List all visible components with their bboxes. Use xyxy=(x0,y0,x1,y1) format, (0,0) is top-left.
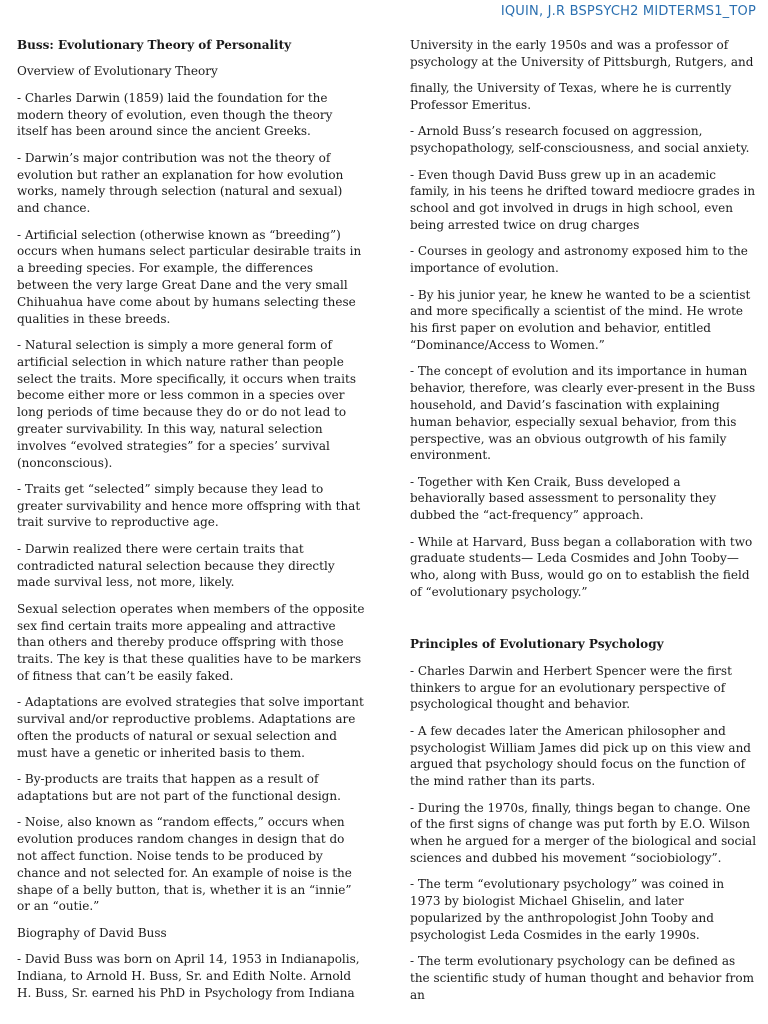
paragraph: - Even though David Buss grew up in an academic family, in his teens he drifted toward mediocre grades in school and got involved in drugs in high school, even being arrested twice on drug charges xyxy=(410,167,756,232)
document-title: Buss: Evolutionary Theory of Personality xyxy=(17,38,292,52)
paragraph: - David Buss was born on April 14, 1953 in Indianapolis, Indiana, to Arnold H. Buss, Sr. and Edith Nolte. Arnold H. Buss, Sr. earned his PhD in Psychology from Indiana xyxy=(17,952,360,1000)
paragraph: finally, the University of Texas, where he is currently Professor Emeritus. xyxy=(410,81,732,112)
paragraph: - Adaptations are evolved strategies that solve important survival and/or reproductive problems. Adaptations are often the products of natural or sexual selection and must have a genetic or inherited basis to them. xyxy=(17,695,364,760)
paragraph: - Courses in geology and astronomy exposed him to the importance of evolution. xyxy=(410,244,748,276)
paragraph: - Arnold Buss’s research focused on aggression, psychopathology, self-consciousness, and social anxiety. xyxy=(410,124,750,156)
section-subtitle: Biography of David Buss xyxy=(17,925,167,940)
paragraph: - By his junior year, he knew he wanted to be a scientist and more specifically a scientist of the mind. He wrote his first paper on evolution and behavior, entitled “Dominance/Access to Women.” xyxy=(410,287,751,352)
section-spacer xyxy=(410,610,757,636)
paragraph: - Artificial selection (otherwise known as “breeding”) occurs when humans select particular desirable traits in a breeding species. For example, the differences between the very large Great Dane and the very small Chihuahua have come about by humans selecting these qualities in these breeds. xyxy=(17,227,362,326)
paragraph: - By-products are traits that happen as a result of adaptations but are not part of the functional design. xyxy=(17,772,341,804)
paragraph: - Traits get “selected” simply because they lead to greater survivability and hence more offspring with that trait survive to reproductive age. xyxy=(17,481,361,530)
paragraph: - Darwin realized there were certain traits that contradicted natural selection because they directly made survival less, not more, likely. xyxy=(17,541,335,590)
paragraph: - The term evolutionary psychology can be defined as the scientific study of human thought and behavior from an xyxy=(410,954,754,1002)
paragraph: - The term “evolutionary psychology” was coined in 1973 by biologist Michael Ghiselin, and later popularized by the anthropologist John Tooby and psychologist Leda Cosmides in the early 1990s. xyxy=(410,877,725,942)
section-heading: Principles of Evolutionary Psychology xyxy=(410,637,664,652)
paragraph: - Natural selection is simply a more general form of artificial selection in which nature rather than people select the traits. More specifically, it occurs when traits become either more or less common in a species over long periods of time because they do or do not lead to greater survivability. In this way, natural selection involves “evolved strategies” for a species’ survival (nonconscious). xyxy=(17,337,356,470)
paragraph: - Noise, also known as “random effects,” occurs when evolution produces random changes in design that do not affect function. Noise tends to be produced by chance and not selected for. An example of noise is the shape of a belly button, that is, whether it is an “innie” or an “outie.” xyxy=(17,815,352,914)
paragraph: - The concept of evolution and its importance in human behavior, therefore, was clearly ever-present in the Buss household, and David’s fascination with explaining human behavior, especially sexual behavior, from this perspective, was an obvious outgrowth of his family environment. xyxy=(410,364,756,463)
paragraph: - Charles Darwin (1859) laid the foundation for the modern theory of evolution, even though the theory itself has been around since the ancient Greeks. xyxy=(17,90,333,139)
paragraph: - Darwin’s major contribution was not the theory of evolution but rather an explanation for how evolution works, namely through selection (natural and sexual) and chance. xyxy=(17,150,344,216)
paragraph: - Charles Darwin and Herbert Spencer were the first thinkers to argue for an evolutionary perspective of psychological thought and behavior. xyxy=(410,663,732,712)
paragraph: - During the 1970s, finally, things began to change. One of the first signs of change was put forth by E.O. Wilson when he argued for a merger of the biological and social sciences and dubbed his movement “sociobiology”. xyxy=(410,800,757,865)
document-header-tag: IQUIN, J.R BSPSYCH2 MIDTERMS1_TOP xyxy=(500,4,756,19)
paragraph: - Together with Ken Craik, Buss developed a behaviorally based assessment to personality they dubbed the “act-frequency” approach. xyxy=(410,474,717,523)
paragraph: - While at Harvard, Buss began a collaboration with two graduate students— Leda Cosmides and John Tooby— who, along with Buss, would go on to establish the field of “evolutionary psychology.” xyxy=(410,534,753,600)
paragraph: University in the early 1950s and was a professor of psychology at the University of Pittsburgh, Rutgers, and xyxy=(410,38,754,69)
section-subtitle: Overview of Evolutionary Theory xyxy=(17,64,218,79)
paragraph: - A few decades later the American philosopher and psychologist William James did pick up on this view and argued that psychology should focus on the function of the mind rather than its parts. xyxy=(410,723,751,789)
left-column xyxy=(17,37,366,1011)
right-column xyxy=(410,37,757,1013)
paragraph: Sexual selection operates when members of the opposite sex find certain traits more appealing and attractive than others and thereby produce offspring with those traits. The key is that these qualities have to be markers of fitness that can’t be easily faked. xyxy=(17,601,365,684)
